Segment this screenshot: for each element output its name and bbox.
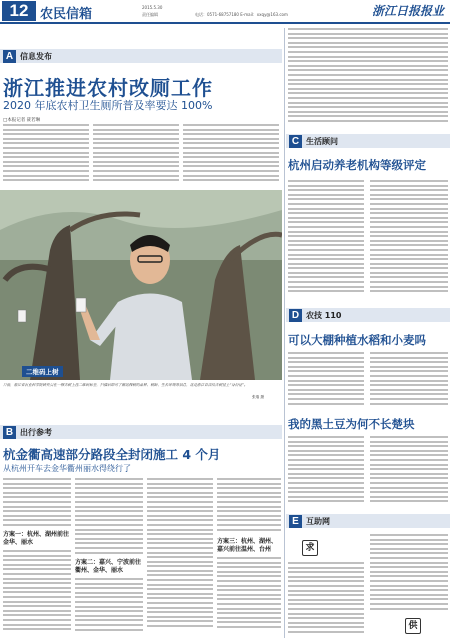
section-b-subheadline: 从杭州开车去金华衢州丽水得绕行了 bbox=[3, 464, 131, 473]
section-c-headline: 杭州启动养老机构等级评定 bbox=[288, 158, 426, 172]
plan-two-heading: 方案二：嘉兴、宁波前往衢州、金华、丽水 bbox=[75, 559, 142, 574]
photo-caption-tag: 二维码上树 bbox=[22, 366, 63, 377]
section-a-subheadline: 2020 年底农村卫生厕所普及率要达 100% bbox=[3, 99, 213, 112]
article-d2-col-2 bbox=[370, 436, 448, 508]
article-c-col-2 bbox=[370, 180, 448, 302]
header-rule bbox=[0, 22, 450, 24]
article-b-col-4a bbox=[217, 478, 281, 536]
plan-three-heading: 方案三：杭州、湖州、嘉兴前往温州、台州 bbox=[217, 538, 278, 553]
plan-one-heading: 方案一：杭州、湖州前往金华、丽水 bbox=[3, 531, 70, 546]
article-d-col-1 bbox=[288, 352, 364, 410]
supply-listings bbox=[370, 534, 448, 616]
section-b-headline: 杭金衢高速部分路段全封闭施工 4 个月 bbox=[3, 447, 221, 462]
article-b-col-1a bbox=[3, 478, 71, 530]
article-b-col-3 bbox=[147, 478, 213, 636]
article-b-col-4b bbox=[217, 557, 281, 636]
supply-label: 供 bbox=[405, 618, 421, 634]
section-b-label: 出行参考 bbox=[20, 428, 52, 437]
article-c-col-1 bbox=[288, 180, 364, 302]
article-b-col-1b bbox=[3, 550, 71, 636]
paper-name: 浙江日报报业 bbox=[371, 4, 444, 18]
article-a-col-2 bbox=[93, 124, 179, 188]
section-d-headline: 可以大棚种植水稻和小麦吗 bbox=[288, 333, 426, 347]
section-d-label: 农技 110 bbox=[306, 311, 342, 320]
article-a-col-1 bbox=[3, 124, 89, 188]
section-a-label: 信息发布 bbox=[20, 52, 52, 61]
section-e-label: 互助网 bbox=[306, 517, 330, 526]
section-a-byline: □本报记者 聂若琳 bbox=[3, 118, 41, 123]
article-b-col-2b bbox=[75, 578, 143, 636]
issue-date: 2015.5.30 bbox=[142, 5, 163, 10]
section-a-badge: A bbox=[3, 50, 16, 63]
article-a-col-3 bbox=[183, 124, 279, 188]
article-d2-col-1 bbox=[288, 436, 364, 508]
article-b-col-2a bbox=[75, 478, 143, 558]
contact-info: 电话：0571-68757180 E-mail：xxqy@163.com bbox=[195, 12, 288, 17]
section-c-badge: C bbox=[289, 135, 302, 148]
page-title: 农民信箱 bbox=[40, 7, 93, 22]
section-a-headline: 浙江推进农村改厕工作 bbox=[3, 76, 213, 100]
article-a-continuation bbox=[288, 28, 448, 128]
article-photo bbox=[0, 190, 282, 380]
photo-credit: 张瑞 摄 bbox=[252, 395, 264, 399]
photo-caption: 日前，浙江省农业科学院研究员在一棵古树上挂二维码标签，扫描后即可了解这棵树的品种、树龄、生长环境等信息，这是浙江首次给古树挂上“身份证”。 bbox=[3, 383, 248, 387]
section-d-badge: D bbox=[289, 309, 302, 322]
section-e-badge: E bbox=[289, 515, 302, 528]
editor-label: 责任编辑 bbox=[142, 12, 158, 17]
page-number: 12 bbox=[2, 1, 36, 21]
section-c-label: 生活顾问 bbox=[306, 137, 338, 146]
article-d-col-2 bbox=[370, 352, 448, 410]
section-b-badge: B bbox=[3, 426, 16, 439]
seek-label: 求 bbox=[302, 540, 318, 556]
column-divider bbox=[284, 28, 285, 638]
section-d-headline-2: 我的黑土豆为何不长楚块 bbox=[288, 417, 415, 431]
seek-listings bbox=[288, 562, 364, 638]
